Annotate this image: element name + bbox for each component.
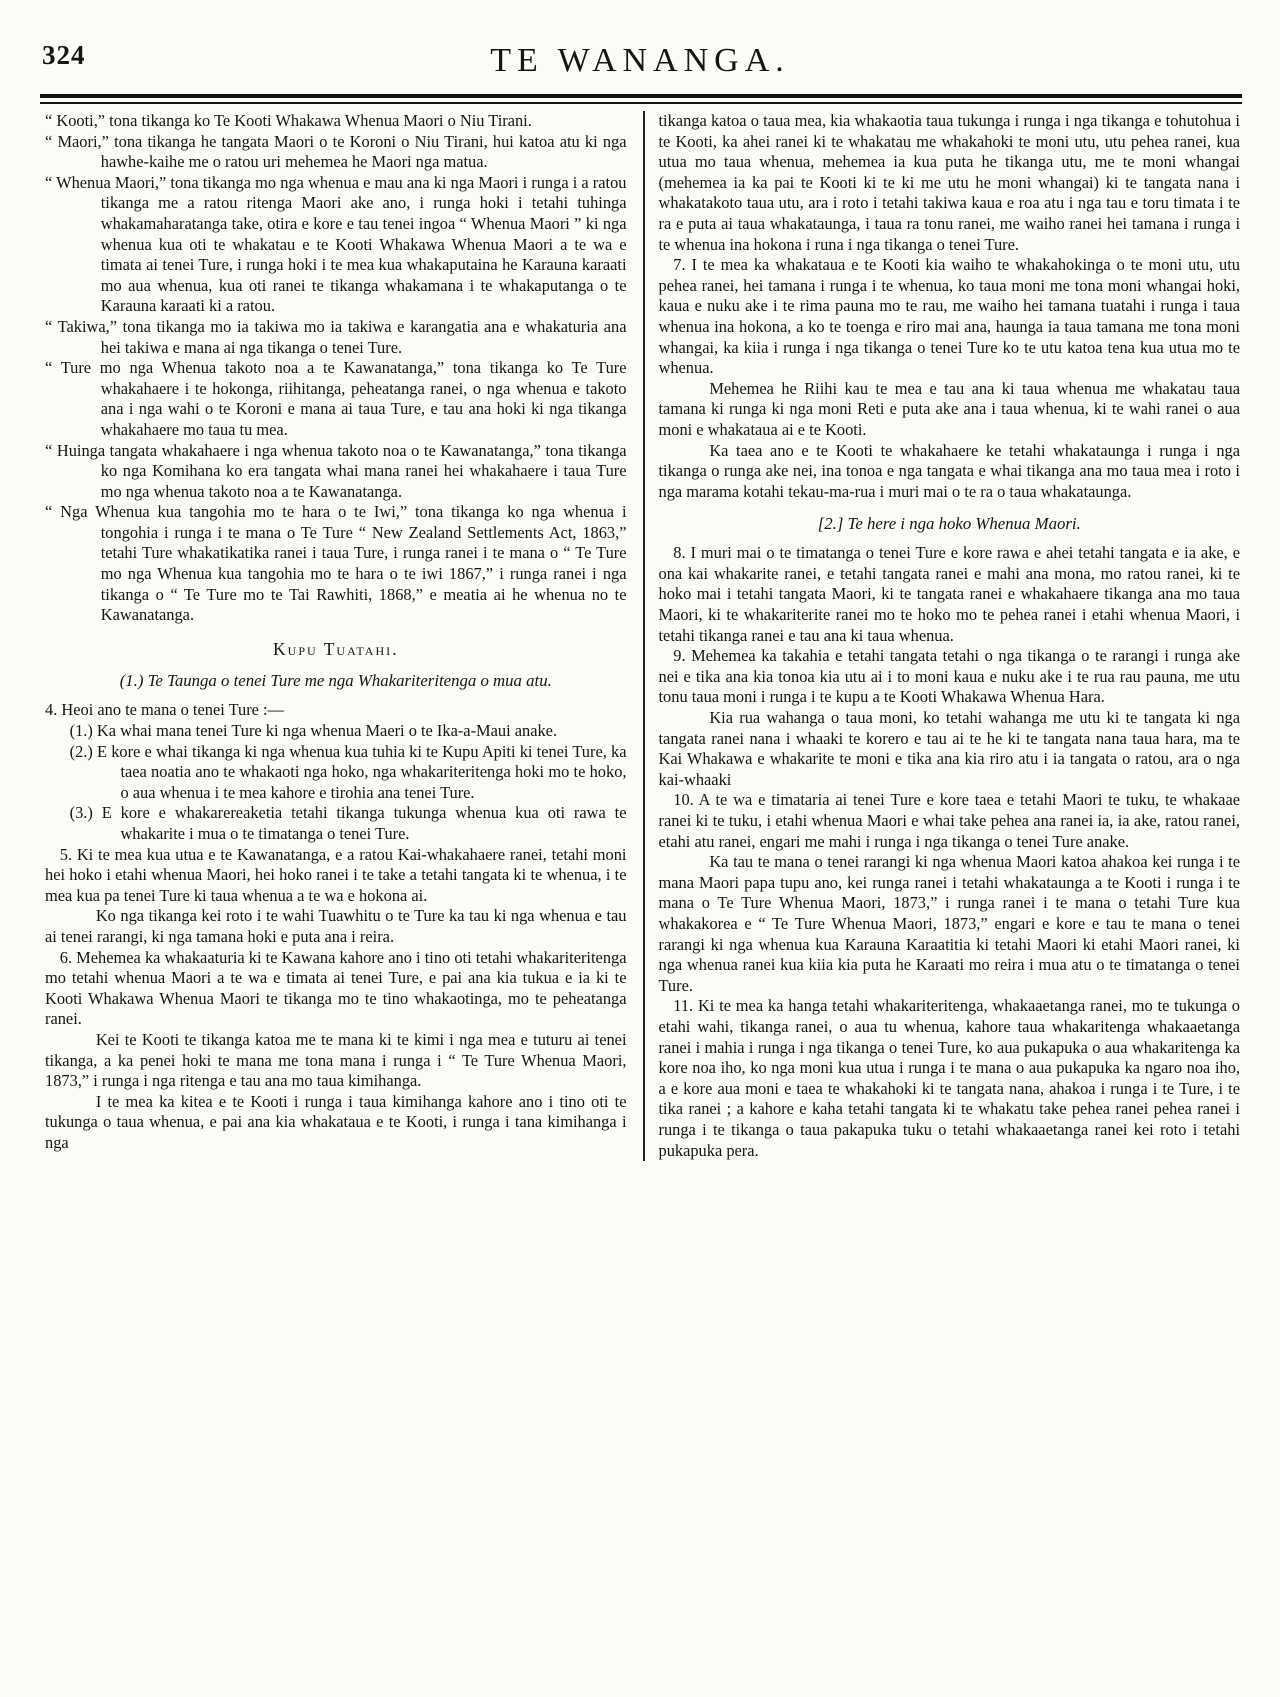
left-column bbox=[45, 111, 629, 1161]
definition-ture-mo-nga-whenua: “ Ture mo nga Whenua takoto noa a te Kawanatanga,” tona tikanga ko Te Ture whakahaere i te hokonga, riihitanga, peheatanga ranei, o nga whenua e takoto ana i nga wahi o te Koroni e mana ai taua Ture, e tau ana hoki ki nga tikanga whakahaere mo taua tu mea. bbox=[45, 358, 627, 439]
clause-4-item-2: (2.) E kore e whai tikanga ki nga whenua kua tuhia ki te Kupu Apiti ki tenei Ture, ka taea noatia ano te whakaoti nga hoko, nga whakariteritenga hoki mo te hoko, o aua whenua i te mea kahore e tirohia ana tenei Ture. bbox=[69, 741, 627, 802]
definition-nga-whenua-kua-tangohia: “ Nga Whenua kua tangohia mo te hara o te Iwi,” tona tikanga ko nga whenua i tongohia i runga i te mana o Te Ture “ New Zealand Settlements Act, 1863,” tetahi Ture whakatikatika ranei i taua Ture, i runga ranei i te mana o “ Te Ture mo nga Whenua kua tangohia mo te hara o te iwi 1867,” i runga ranei i nga tikanga o “ Te Ture mo te Tai Rawhiti, 1868,” e meatia ai he whenua no te Kawanatanga. bbox=[45, 502, 627, 625]
definition-maori: “ Maori,” tona tikanga he tangata Maori o te Koroni o Niu Tirani, hui katoa atu ki nga hawhe-kaihe me o ratou uri mehemea he Maori nga matua. bbox=[45, 131, 627, 172]
definition-kooti: “ Kooti,” tona tikanga ko Te Kooti Whakawa Whenua Maori o Niu Tirani. bbox=[45, 111, 532, 130]
clause-7: 7. I te mea ka whakataua e te Kooti kia waiho te whakahokinga o te moni utu, utu pehea ranei, hei tamana i runga i te whenua, ko taua moni me tona moni whangai hoki, kaua e nuku ake i te rima pauna mo te rau, me waiho hei tamana tuatahi i runga i taua whenua ina hokona, a ko te toenga e riro mai ana, haunga ia taua tamana me tona moni whangai, ka kiia i runga i nga tikanga o tenei Ture ko te utu katoa tena kua utua mo te whenua. bbox=[658, 255, 1240, 378]
clause-8: 8. I muri mai o te timatanga o tenei Ture e kore rawa e ahei tetahi tangata e ia ake, e ona kai whakarite ranei, e tetahi tangata ranei e mahi ana mona, mo ratou ranei, ki te hoko mai i tetahi tangata Maori, ki te tangata ranei e whakahaere tikanga ana mo taua Maori, ki te whakariterite ranei mo te hoko mo te pehea ranei i etahi whenua Maori, i tetahi tikanga ranei e tau ana ki taua whenua. bbox=[658, 543, 1240, 645]
clause-4-item-3: (3.) E kore e whakarereaketia tetahi tikanga tukunga whenua kua oti rawa te whakarite i mua o te timatanga o tenei Ture. bbox=[69, 803, 627, 843]
clause-10: 10. A te wa e timataria ai tenei Ture e kore taea e tetahi Maori te tuku, te whakaae ranei ki te tuku, i etahi whenua Maori e whai take pehea ana ranei ia, ia ake, ratou ranei, etahi atu ranei, engari me mahi i runga i nga tikanga o tenei Ture anake. bbox=[658, 790, 1240, 851]
masthead bbox=[0, 0, 1280, 88]
page-number: 324 bbox=[42, 40, 86, 70]
column-continuation: tikanga katoa o taua mea, kia whakaotia taua tukunga i runga i nga tikanga e tohutohua i te Kooti, ka ahei ranei ki te whakatau me whakahoki te moni utu, utu pehea ranei, kua utua mo taua whenua, mehemea ia kua puta he tikanga utu, me te moni whangai (mehemea ia ka pai te Kooti ki te ki me utu he moni whangai) ki te tangata nana i whakatakoto taua utu, ara i roto i tetahi takiwa kaua e roa atu i nga tau e toru timata i te ra e puta ai taua whakataunga, i taua ra tonu ranei, me waiho ranei hei tamana i runga i te whenua ina hokona i runa i nga tikanga o tenei Ture. bbox=[658, 111, 1240, 254]
clause-11: 11. Ki te mea ka hanga tetahi whakariteritenga, whakaaetanga ranei, mo te tukunga o etahi wahi, tikanga ranei, o aua tu whenua, kahore taua whakaritenga whakaaetanga ranei i mahia i runga i nga tikanga o tenei Ture, ko aua pukapuka o aua whakaritenga ka kore noa iho, ko nga moni kua utua i runga i te mana o aua pukapuka ka ngaro noa iho, a e kore aua moni e taea te whakahoki ki te tangata nana, ahakoa i runga i te Ture, i te tika ranei ; a kahore e kaha tetahi tangata ki te whakatu take pehea ranei pehea ranei i runga i te tikanga o taua pakapuka tuku o tetahi whakaaetanga ranei kei roto i tetahi pukapuka pera. bbox=[658, 996, 1240, 1160]
clause-6-continuation-1: Kei te Kooti te tikanga katoa me te mana ki te kimi i nga mea e tuturu ai tenei tikanga, a ka penei hoki te mana me tona mana i runga i “ Te Ture Whenua Maori, 1873,” i runga i nga ritenga e tau ana mo taua kimihanga. bbox=[45, 1029, 627, 1091]
section-heading-kupu-tuatahi: Kupu Tuatahi. bbox=[273, 638, 399, 659]
right-column bbox=[657, 111, 1241, 1161]
subsection-heading-part1: (1.) Te Taunga o tenei Ture me nga Whakariteritenga o mua atu. bbox=[119, 671, 552, 691]
clause-4-item-1: (1.) Ka whai mana tenei Ture ki nga whenua Maeri o te Ika-a-Maui anake. bbox=[69, 721, 558, 741]
header-rule bbox=[40, 94, 1242, 104]
header-rule-thick bbox=[40, 94, 1242, 98]
clause-4-intro: 4. Heoi ano te mana o tenei Ture :— bbox=[45, 700, 284, 720]
clause-5: 5. Ki te mea kua utua e te Kawanatanga, e a ratou Kai-whakahaere ranei, tetahi moni hei hoko i etahi whenua Maori, hei hoko ranei i te take a tetahi tangata ki te whenua, i te mea kua pa tenei Ture ki taua whenua a te wa e hokona ai. bbox=[45, 844, 627, 905]
text-columns bbox=[0, 104, 1280, 1161]
definition-whenua-maori: “ Whenua Maori,” tona tikanga mo nga whenua e mau ana ki nga Maori i runga i a ratou tikanga me a ratou ritenga Maori ake ano, i runga hoki i tetahi tuhinga whakamaharatanga take, otira e kore e tau tenei ingoa “ Whenua Maori ” ki nga whenua kua oti te whakatau e te Kooti Whakawa Whenua Maori a te wa e timata ai tenei Ture, i runga hoki i te mea kua whakaputaina he Karauna karaati mo aua whenua, kua oti ranei te tikanga whakamana i te whakaputanga o te Karauna karaati ki a ratou. bbox=[45, 172, 627, 316]
subsection-heading-part2: [2.] Te here i nga hoko Whenua Maori. bbox=[817, 514, 1081, 534]
column-divider bbox=[643, 111, 645, 1161]
clause-5-continuation: Ko nga tikanga kei roto i te wahi Tuawhitu o te Ture ka tau ki nga whenua e tau ai tenei rarangi, ki nga tamana hoki e puta ana i reira. bbox=[45, 906, 627, 946]
clause-10-continuation: Ka tau te mana o tenei rarangi ki nga whenua Maori katoa ahakoa kei runga i te mana Maori papa tupu ano, kei runga ranei i tetahi whakataunga a te Kooti i runga i te mana o Te Ture Whenua Maori, 1873,” i runga ranei i te mana o tetahi Ture kua whakakorea e “ Te Ture Whenua Maori, 1873,” engari e kore e tau te mana o tenei rarangi ki nga whenua kua Karauna Karaatitia ki tetahi Maori ki etahi Maori ranei, ki nga whenua ranei kua kiia kia puta he Karaati mo reira i mua atu o te timatanga o tenei Ture. bbox=[658, 852, 1240, 995]
definition-huinga-tangata: “ Huinga tangata whakahaere i nga whenua takoto noa o te Kawanatanga,” tona tikanga ko nga Komihana ko era tangata whai mana ranei hei whakahaere i taua Ture mo nga whenua takoto noa a te Kawanatanga. bbox=[45, 440, 627, 501]
definition-takiwa: “ Takiwa,” tona tikanga mo ia takiwa mo ia takiwa e karangatia ana e whakaturia ana hei takiwa e mana ai nga tikanga o tenei Ture. bbox=[45, 316, 627, 357]
clause-7-continuation-2: Ka taea ano e te Kooti te whakahaere ke tetahi whakataunga i runga i nga tikanga o runga ake nei, ina tonoa e nga tangata e whai tikanga ana mo taua mea i roto i nga marama kotahi tekau-ma-rua i muri mai o te ra o taua whakataunga. bbox=[658, 440, 1240, 501]
clause-9-continuation: Kia rua wahanga o taua moni, ko tetahi wahanga me utu ki te tangata ki nga tangata ranei nana i whaaki te korero e tau ai te he ki te tangata nana taua hara, ma te Kai Whakawa e whakarite te moni e tika ana kia riro atu i ia tangata o ratou, ara o nga kai-whaaki bbox=[658, 708, 1240, 789]
clause-6: 6. Mehemea ka whakaaturia ki te Kawana kahore ano i tino oti tetahi whakariteritenga mo tetahi whenua Maori a te wa e timata ai tenei Ture, e pai ana kia tukua e ia ki te Kooti Whakawa Whenua Maori te tikanga mo te tino whakaotinga, mo te peheatanga ranei. bbox=[45, 947, 627, 1029]
page-title: TE WANANGA. bbox=[490, 42, 790, 79]
clause-7-continuation-1: Mehemea he Riihi kau te mea e tau ana ki taua whenua me whakatau taua tamana ki runga ki nga moni Reti e puta ake ana i taua whenua, ki te wahi ranei o aua moni e whakataua ai e te Kooti. bbox=[658, 378, 1240, 439]
clause-9: 9. Mehemea ka takahia e tetahi tangata tetahi o nga tikanga o te rarangi i runga ake nei e tika ana kia tonoa kia utu ai i to moni kaua e nuku ake i te rua rau pauna, me utu tonu taua moni i runga i te kupu a te Kooti Whakawa Whenua Hara. bbox=[658, 646, 1240, 707]
clause-6-continuation-2: I te mea ka kitea e te Kooti i runga i taua kimihanga kahore ano i tino oti te tukunga o taua whenua, e pai ana kia whakataua e te Kooti, i runga i tana kimihanga i nga bbox=[45, 1091, 627, 1152]
